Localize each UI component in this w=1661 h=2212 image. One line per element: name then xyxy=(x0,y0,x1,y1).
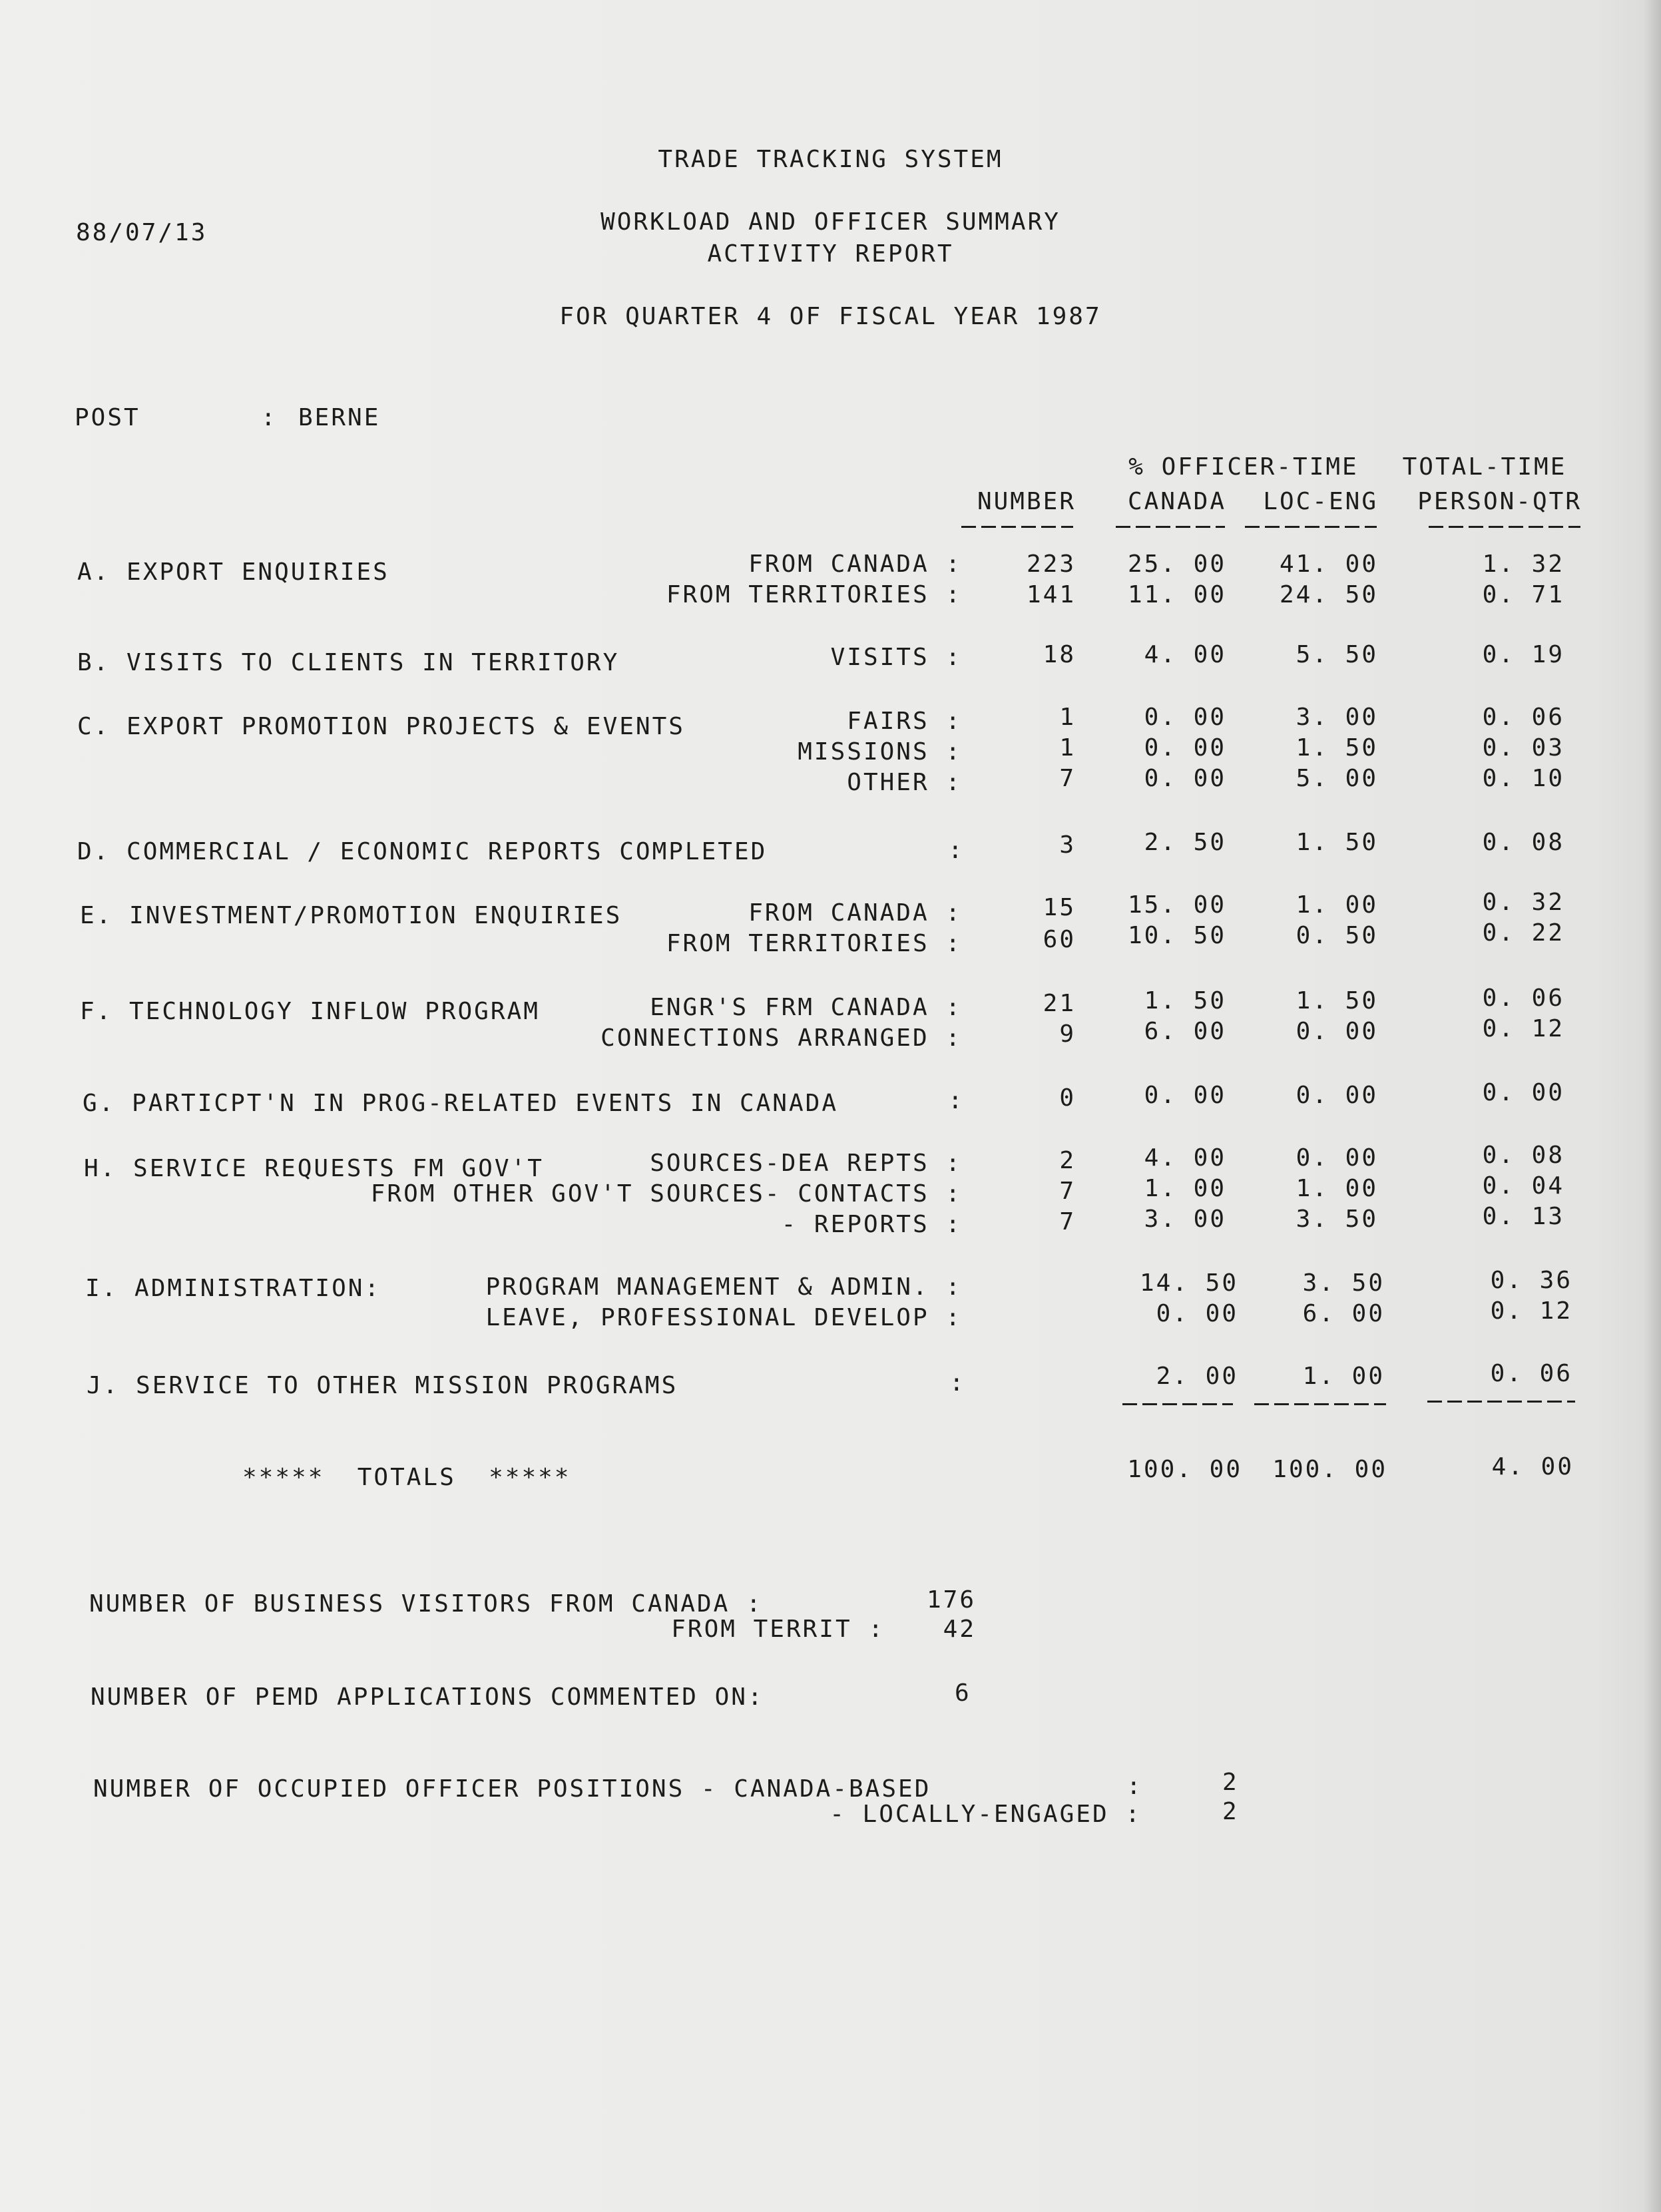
section-label: H. SERVICE REQUESTS FM GOV'T xyxy=(84,1155,544,1182)
row-label: LEAVE, PROFESSIONAL DEVELOP : xyxy=(485,1304,962,1331)
post-value: BERNE xyxy=(298,404,381,431)
pemd-applications-value: 6 xyxy=(955,1679,971,1707)
row-label: FAIRS : xyxy=(847,708,962,735)
row-label: : xyxy=(949,1369,966,1397)
post-separator: : xyxy=(261,404,278,431)
system-title: TRADE TRACKING SYSTEM xyxy=(658,146,1003,173)
loc-eng-cell: 5. 00 xyxy=(1296,765,1378,792)
report-period: FOR QUARTER 4 OF FISCAL YEAR 1987 xyxy=(559,303,1102,330)
person-qtr-cell: 0. 19 xyxy=(1482,641,1564,668)
loc-eng-cell: 1. 50 xyxy=(1296,829,1378,856)
canada-column-header: CANADA xyxy=(1127,488,1226,515)
number-cell: 60 xyxy=(1043,926,1076,953)
totals-label: ***** TOTALS ***** xyxy=(242,1464,571,1491)
canada-cell: 1. 00 xyxy=(1144,1175,1226,1202)
post-label: POST xyxy=(75,404,140,431)
officer-positions-local-label: - LOCALLY-ENGAGED : xyxy=(830,1801,1142,1828)
loc-eng-cell: 1. 00 xyxy=(1296,1175,1378,1202)
section-label: G. PARTICPT'N IN PROG-RELATED EVENTS IN CANADA xyxy=(83,1090,838,1117)
row-label: FROM CANADA : xyxy=(748,551,962,578)
section-label: A. EXPORT ENQUIRIES xyxy=(77,558,389,586)
page-edge-shadow xyxy=(1644,0,1661,2212)
officer-positions-canada: 2 xyxy=(1222,1769,1239,1796)
business-visitors-territ: 42 xyxy=(943,1616,976,1643)
person-qtr-cell: 0. 06 xyxy=(1490,1360,1572,1387)
officer-positions-canada-sep: : xyxy=(1126,1773,1143,1800)
canada-cell: 2. 50 xyxy=(1144,829,1226,856)
person-qtr-cell: 0. 08 xyxy=(1482,1142,1564,1169)
number-cell: 0 xyxy=(1059,1084,1076,1112)
business-visitors-territ-label: FROM TERRIT : xyxy=(671,1616,885,1643)
loc-eng-cell: 6. 00 xyxy=(1302,1300,1385,1327)
total-time-header: TOTAL-TIME xyxy=(1402,453,1567,481)
number-cell: 7 xyxy=(1059,1208,1076,1235)
number-cell: 9 xyxy=(1059,1020,1076,1048)
section-label: J. SERVICE TO OTHER MISSION PROGRAMS xyxy=(87,1372,678,1399)
canada-total: 100. 00 xyxy=(1127,1456,1242,1483)
canada-header-underline xyxy=(1116,526,1225,528)
loc-eng-cell: 3. 50 xyxy=(1302,1269,1385,1297)
person-qtr-cell: 0. 36 xyxy=(1490,1267,1572,1294)
row-label: FROM TERRITORIES : xyxy=(666,930,962,957)
number-cell: 3 xyxy=(1059,831,1076,859)
section-label: B. VISITS TO CLIENTS IN TERRITORY xyxy=(77,649,620,676)
number-cell: 7 xyxy=(1059,765,1076,792)
loc-eng-cell: 0. 50 xyxy=(1296,922,1378,949)
canada-cell: 11. 00 xyxy=(1127,581,1226,608)
row-label: CONNECTIONS ARRANGED : xyxy=(600,1024,962,1052)
row-label: PROGRAM MANAGEMENT & ADMIN. : xyxy=(485,1273,962,1301)
officer-time-group-header: % OFFICER-TIME xyxy=(1128,453,1359,481)
row-label: ENGR'S FRM CANADA : xyxy=(650,994,962,1021)
report-subtitle: ACTIVITY REPORT xyxy=(707,240,954,268)
row-label: SOURCES-DEA REPTS : xyxy=(650,1150,962,1177)
canada-cell: 0. 00 xyxy=(1144,704,1226,731)
number-column-header: NUMBER xyxy=(977,488,1076,515)
section-label: C. EXPORT PROMOTION PROJECTS & EVENTS xyxy=(77,713,685,740)
loc-eng-total: 100. 00 xyxy=(1272,1456,1387,1483)
person-qtr-total: 4. 00 xyxy=(1491,1453,1574,1480)
row-label: FROM TERRITORIES : xyxy=(666,581,962,608)
person-qtr-cell: 0. 08 xyxy=(1482,829,1564,856)
loc-eng-cell: 1. 00 xyxy=(1302,1363,1385,1390)
loc-eng-cell: 1. 50 xyxy=(1296,734,1378,762)
canada-cell: 25. 00 xyxy=(1127,551,1226,578)
row-label: OTHER : xyxy=(847,769,962,796)
person-qtr-cell: 0. 22 xyxy=(1482,919,1564,947)
row-label: - REPORTS : xyxy=(781,1211,962,1238)
number-cell: 7 xyxy=(1059,1178,1076,1205)
person-qtr-column-header: PERSON-QTR xyxy=(1417,488,1582,515)
canada-cell: 14. 50 xyxy=(1139,1269,1238,1297)
loc-eng-cell: 1. 00 xyxy=(1296,891,1378,919)
canada-cell: 0. 00 xyxy=(1156,1300,1238,1327)
row-label: : xyxy=(948,1087,965,1114)
number-header-underline xyxy=(961,526,1073,528)
number-cell: 15 xyxy=(1043,894,1076,921)
person-qtr-cell: 0. 12 xyxy=(1482,1015,1564,1042)
loc-eng-column-header: LOC-ENG xyxy=(1263,488,1378,515)
officer-positions-label: NUMBER OF OCCUPIED OFFICER POSITIONS - CANADA-BASED xyxy=(93,1775,931,1803)
person-qtr-cell: 0. 04 xyxy=(1482,1172,1564,1200)
canada-cell: 0. 00 xyxy=(1144,734,1226,762)
row-label: : xyxy=(948,837,965,864)
row-label: FROM OTHER GOV'T SOURCES- CONTACTS : xyxy=(370,1180,962,1208)
pemd-applications-label: NUMBER OF PEMD APPLICATIONS COMMENTED ON: xyxy=(91,1683,764,1711)
canada-cell: 3. 00 xyxy=(1144,1206,1226,1233)
loc-eng-cell: 3. 50 xyxy=(1296,1206,1378,1233)
canada-cell: 4. 00 xyxy=(1144,641,1226,668)
section-label: I. ADMINISTRATION: xyxy=(85,1275,381,1302)
person-qtr-cell: 0. 12 xyxy=(1490,1297,1572,1325)
number-cell: 1 xyxy=(1059,734,1076,762)
loc-eng-cell: 24. 50 xyxy=(1279,581,1378,608)
canada-cell: 0. 00 xyxy=(1144,765,1226,792)
canada-cell: 10. 50 xyxy=(1127,922,1226,949)
canada-cell: 1. 50 xyxy=(1144,987,1226,1014)
number-cell: 141 xyxy=(1026,581,1076,608)
number-cell: 223 xyxy=(1026,551,1076,578)
canada-cell: 2. 00 xyxy=(1156,1363,1238,1390)
row-label: VISITS : xyxy=(830,644,962,671)
person-qtr-header-underline xyxy=(1429,526,1580,528)
person-qtr-cell: 0. 00 xyxy=(1482,1079,1564,1106)
loc-eng-cell: 5. 50 xyxy=(1296,641,1378,668)
loc-eng-cell: 0. 00 xyxy=(1296,1082,1378,1109)
report-title: WORKLOAD AND OFFICER SUMMARY xyxy=(600,208,1061,236)
business-visitors-label: NUMBER OF BUSINESS VISITORS FROM CANADA : xyxy=(89,1590,763,1618)
person-qtr-cell: 0. 13 xyxy=(1482,1203,1564,1230)
report-date: 88/07/13 xyxy=(76,219,208,246)
number-cell: 1 xyxy=(1059,704,1076,731)
person-qtr-cell: 0. 06 xyxy=(1482,704,1564,731)
person-qtr-cell: 1. 32 xyxy=(1482,551,1564,578)
section-label: F. TECHNOLOGY INFLOW PROGRAM xyxy=(80,998,540,1025)
canada-total-underline xyxy=(1122,1403,1233,1405)
business-visitors-canada: 176 xyxy=(926,1586,976,1614)
number-cell: 2 xyxy=(1059,1147,1076,1174)
loc-eng-cell: 3. 00 xyxy=(1296,704,1378,731)
canada-cell: 15. 00 xyxy=(1127,891,1226,919)
section-label: E. INVESTMENT/PROMOTION ENQUIRIES xyxy=(80,902,622,929)
canada-cell: 0. 00 xyxy=(1144,1082,1226,1109)
number-cell: 21 xyxy=(1043,990,1076,1017)
person-qtr-cell: 0. 71 xyxy=(1482,581,1564,608)
person-qtr-cell: 0. 10 xyxy=(1482,765,1564,792)
number-cell: 18 xyxy=(1043,641,1076,668)
loc-eng-cell: 0. 00 xyxy=(1296,1018,1378,1045)
loc-eng-header-underline xyxy=(1245,526,1377,528)
person-qtr-total-underline xyxy=(1427,1401,1575,1403)
loc-eng-total-underline xyxy=(1254,1403,1386,1405)
canada-cell: 4. 00 xyxy=(1144,1144,1226,1172)
person-qtr-cell: 0. 32 xyxy=(1482,889,1564,916)
person-qtr-cell: 0. 03 xyxy=(1482,734,1564,762)
loc-eng-cell: 1. 50 xyxy=(1296,987,1378,1014)
section-label: D. COMMERCIAL / ECONOMIC REPORTS COMPLETED xyxy=(77,838,768,865)
canada-cell: 6. 00 xyxy=(1144,1018,1226,1045)
row-label: MISSIONS : xyxy=(798,738,962,766)
loc-eng-cell: 0. 00 xyxy=(1296,1144,1378,1172)
row-label: FROM CANADA : xyxy=(748,899,962,927)
officer-positions-local: 2 xyxy=(1222,1798,1239,1825)
person-qtr-cell: 0. 06 xyxy=(1482,985,1564,1012)
loc-eng-cell: 41. 00 xyxy=(1279,551,1378,578)
